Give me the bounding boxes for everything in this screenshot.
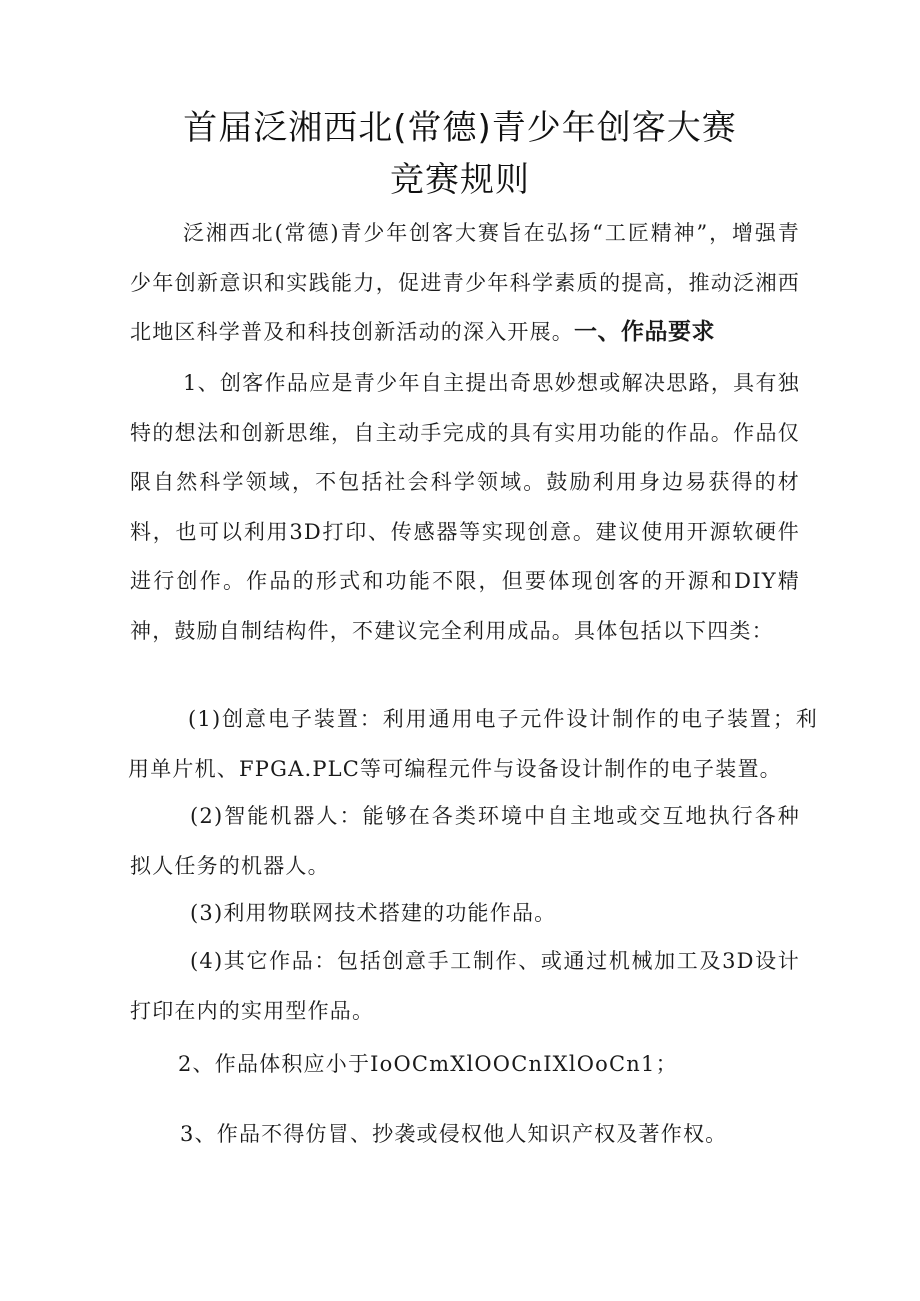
requirement-item-1: 1、创客作品应是青少年自主提出奇思妙想或解决思路，具有独特的想法和创新思维，自主动手完成的具有实用功能的作品。作品仅限自然科学领域，不包括社会科学领域。鼓励利用身边易获得的材料，也可以利用3D打印、传感器等实现创意。建议使用开源软硬件进行创作。作品的形式和功能不限，但要体现创客的开源和DIY精神，鼓励自制结构件，不建议完全利用成品。具体包括以下四类： (130, 371, 800, 643)
intro-text: 泛湘西北(常德)青少年创客大赛旨在弘扬“工匠精神”，增强青少年创新意识和实践能力，促进青少年科学素质的提高，推动泛湘西北地区科学普及和科技创新活动的深入开展。 (130, 221, 800, 344)
category-item-3: (3)利用物联网技术搭建的功能作品。 (190, 901, 557, 925)
category-item-1: (1)创意电子装置：利用通用电子元件设计制作的电子装置；利用单片机、FPGA.PLC等可编程元件与设备设计制作的电子装置。 (128, 707, 818, 781)
requirement-item-2: 2、作品体积应小于IoOCmXlOOCnIXlOoCn1； (178, 1052, 678, 1076)
category-item-2: (2)智能机器人：能够在各类环境中自主地或交互地执行各种拟人任务的机器人。 (130, 804, 800, 878)
intro-paragraph (130, 209, 800, 358)
section-heading-requirements: 一、作品要求 (574, 319, 715, 345)
document-subtitle: 竞赛规则 (390, 160, 530, 200)
category-item-4: (4)其它作品：包括创意手工制作、或通过机械加工及3D设计打印在内的实用型作品。 (130, 949, 800, 1023)
document-title: 首届泛湘西北(常德)青少年创客大赛 (183, 108, 737, 148)
requirement-item-3: 3、作品不得仿冒、抄袭或侵权他人知识产权及著作权。 (180, 1122, 728, 1146)
